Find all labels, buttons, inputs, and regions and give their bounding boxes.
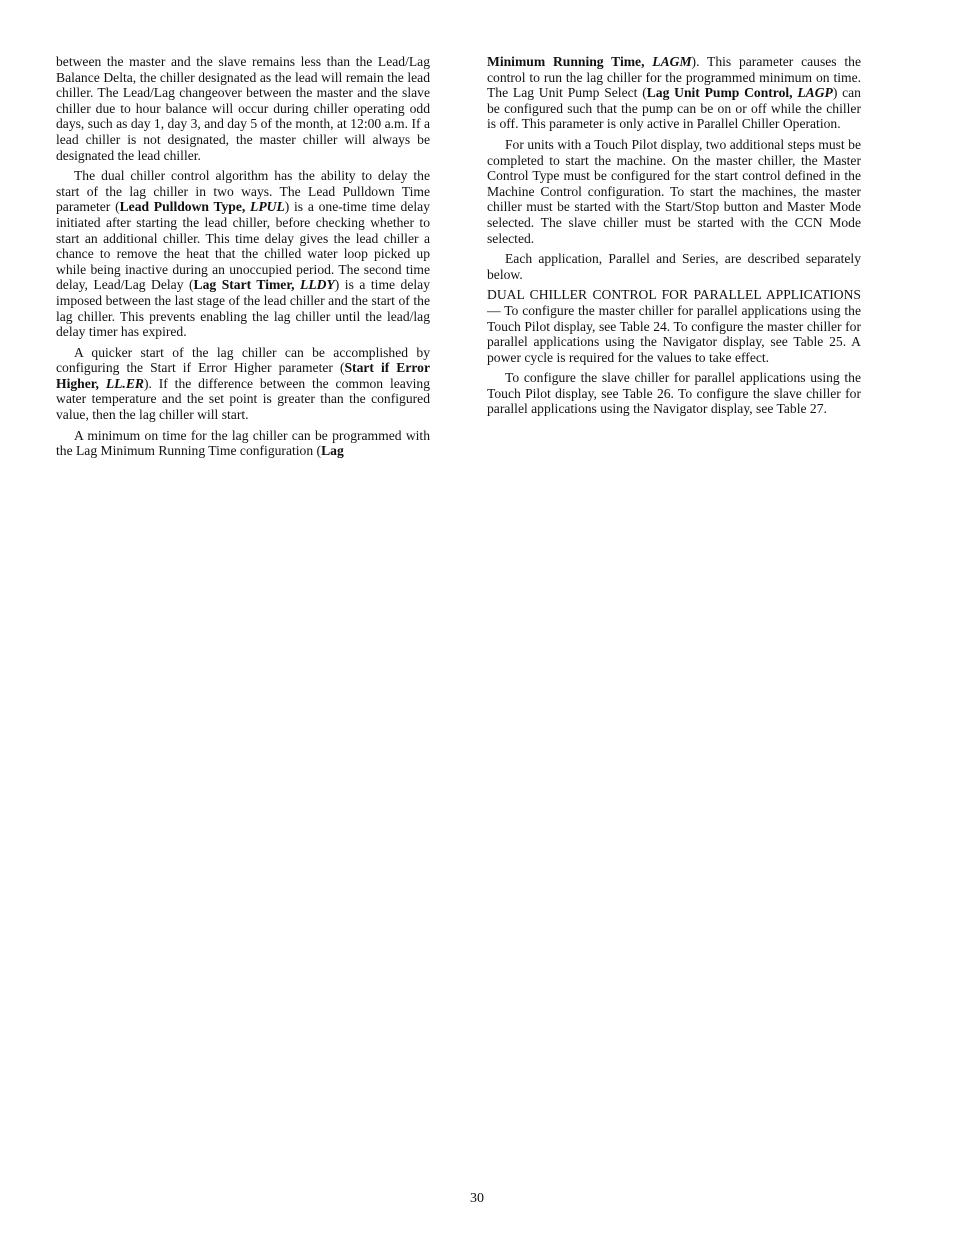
paragraph-text: DUAL CHILLER CONTROL FOR PARALLEL APPLICATIONS — To configure the master chiller for parallel applications using the Touch Pilot display, see Table 24. To configure the master chiller for parallel applications using the Navigator display, see Table 25. A power cycle is required for the values to take effect. xyxy=(487,287,861,365)
paragraph-parallel-applications xyxy=(487,287,861,365)
parameter-code-lpul: LPUL xyxy=(250,199,285,215)
paragraph-lead-lag-balance xyxy=(56,54,430,163)
paragraph-quicker-start xyxy=(56,345,430,423)
parameter-code-ll-er: LL.ER xyxy=(105,375,144,391)
parameter-code-lagp: LAGP xyxy=(797,85,833,101)
paragraph-text: The dual chiller control algorithm has the ability to delay the start of the lag chiller in two ways. The Lead Pulldown Time parameter ( xyxy=(56,168,430,215)
parameter-name-lead-pulldown: Lead Pulldown Type, xyxy=(119,199,251,215)
paragraph-text: ). This parameter causes the control to run the lag chiller for the programmed minimum on time. The Lag Unit Pump Select ( xyxy=(487,54,861,101)
page-number: 30 xyxy=(470,1191,484,1206)
paragraph-text: ) is a one-time time delay initiated after starting the lead chiller, before checking whether to start an additional chiller. This time delay gives the lead chiller a chance to remove the heat that the chilled water loop picked up while being inactive during an unoccupied period. The second time delay, Lead/Lag Delay ( xyxy=(56,199,430,293)
paragraph-text: ) can be configured such that the pump can be on or off while the chiller is off. This parameter is only active in Parallel Chiller Operation. xyxy=(487,85,861,132)
parameter-name-lag: Lag xyxy=(321,443,344,459)
parameter-code-lagm: LAGM xyxy=(652,54,692,69)
right-column xyxy=(487,54,861,422)
paragraph-text: ). If the difference between the common leaving water temperature and the set point is greater than the configured value, then the lag chiller will start. xyxy=(56,375,430,423)
parameter-code-lldy: LLDY xyxy=(300,277,335,293)
paragraph-text: A quicker start of the lag chiller can be accomplished by configuring the Start if Error Higher parameter ( xyxy=(56,344,430,376)
parameter-name-minimum-running-time: Minimum Running Time, xyxy=(487,54,653,69)
paragraph-text: To configure the slave chiller for parallel applications using the Touch Pilot display, see Table 26. To configure the slave chiller for parallel applications using the Navigator display, see Table 27. xyxy=(487,370,861,417)
paragraph-text: between the master and the slave remains less than the Lead/Lag Balance Delta, the chiller designated as the lead will remain the lead chiller. The Lead/Lag changeover between the master and the slave chiller due to hour balance will occur during chiller operating odd days, such as day 1, day 3, and day 5 of the month, at 12:00 a.m. If a lead chiller is not designated, the master chiller will always be designated the lead chiller. xyxy=(56,54,430,163)
paragraph-applications-intro xyxy=(487,251,861,282)
parameter-name-start-if-error: Start if Error Higher, xyxy=(56,360,431,391)
parameter-name-lag-start-timer: Lag Start Timer, xyxy=(193,277,301,293)
paragraph-text: Each application, Parallel and Series, are described separately below. xyxy=(487,251,861,282)
paragraph-text: For units with a Touch Pilot display, two additional steps must be completed to start the machine. On the master chiller, the Master Control Type must be configured for the start control defined in the Machine Control configuration. To start the machines, the master chiller must be started with the Start/Stop button and Master Mode selected. The slave chiller must be started with the CCN Mode selected. xyxy=(487,136,861,246)
paragraph-text: ) is a time delay imposed between the last stage of the lead chiller and the start of the lag chiller. This prevents enabling the lag chiller until the lead/lag delay timer has expired. xyxy=(56,277,430,340)
paragraph-slave-configuration xyxy=(487,370,861,417)
paragraph-lag-start-delay xyxy=(56,168,430,340)
parameter-name-lag-unit-pump: Lag Unit Pump Control, xyxy=(646,85,798,101)
paragraph-touch-pilot-steps xyxy=(487,137,861,246)
paragraph-text: A minimum on time for the lag chiller can be programmed with the Lag Minimum Running Time configuration ( xyxy=(56,427,430,459)
paragraph-minimum-on-time xyxy=(56,428,430,459)
paragraph-lag-minimum-running xyxy=(487,54,861,132)
left-column xyxy=(56,54,430,464)
